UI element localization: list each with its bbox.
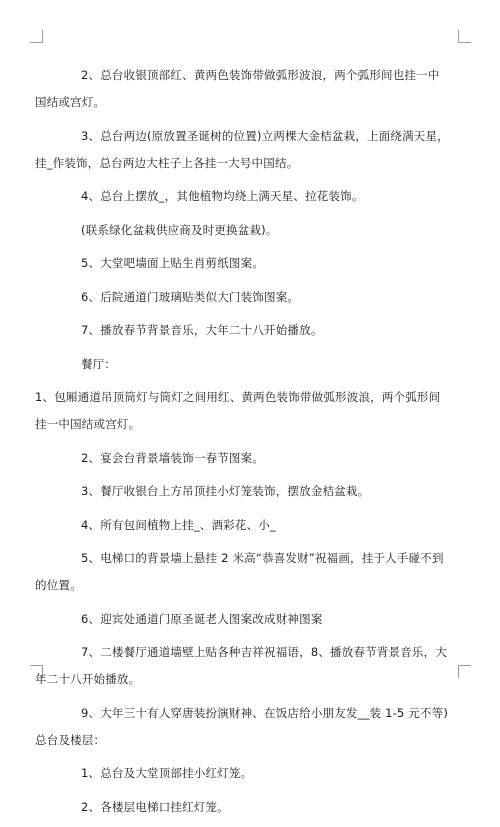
paragraph: 2、宴会台背景墙装饰一春节图案。	[81, 450, 265, 465]
crop-mark-top-right	[458, 30, 471, 43]
paragraph: 6、迎宾处通道门原圣诞老人图案改成财神图案	[81, 611, 323, 626]
crop-mark-bottom-right	[458, 665, 471, 678]
paragraph: (联系绿化盆栽供应商及时更换盆栽)。	[81, 222, 278, 237]
paragraph: 2、总台收银顶部红、黄两色装饰带做弧形波浪，两个弧形间也挂一中国结或宫灯。	[35, 68, 440, 109]
paragraph: 1、包厢通道吊顶筒灯与筒灯之间用红、黄两色装饰带做弧形波浪，两个弧形间挂一中国结或宫灯。	[35, 390, 441, 431]
paragraph: 3、餐厅收银台上方吊顶挂小灯笼装饰，摆放金桔盆栽。	[81, 484, 370, 498]
document-body	[35, 62, 451, 827]
paragraph: 5、电梯口的背景墙上悬挂 2 米高“恭喜发财”祝福画，挂于人手碰不到的位置。	[35, 551, 444, 592]
paragraph: 3、总台两边(原放置圣诞树的位置)立两棵大金桔盆栽，上面绕满天星，挂_作装饰，总台两边大柱子上各挂一大号中国结。	[35, 128, 449, 170]
paragraph: 2、各楼层电梯口挂红灯笼。	[81, 799, 229, 814]
paragraph: 7、播放春节背景音乐，大年二十八开始播放。	[81, 323, 323, 337]
section-heading: 餐厅：	[81, 356, 117, 371]
paragraph: 6、后院通道门玻璃贴类似大门装饰图案。	[81, 289, 300, 304]
paragraph: 5、大堂吧墙面上贴生肖剪纸图案。	[81, 256, 265, 270]
paragraph: 4、总台上摆放_，其他植物均绕上满天星、拉花装饰。	[81, 189, 364, 203]
paragraph: 1、总台及大堂顶部挂小红灯笼。	[81, 766, 253, 780]
paragraph: 9、大年三十有人穿唐装扮演财神、在饭店给小朋友发__装 1-5 元不等)总台及楼层：	[35, 705, 449, 747]
paragraph: 7、二楼餐厅通道墙壁上贴各种吉祥祝福语，8、播放春节背景音乐，大年二十八开始播放。	[35, 645, 448, 686]
paragraph: 4、所有包间植物上挂_、酒彩花、小_	[81, 517, 276, 532]
crop-mark-top-left	[30, 30, 43, 43]
